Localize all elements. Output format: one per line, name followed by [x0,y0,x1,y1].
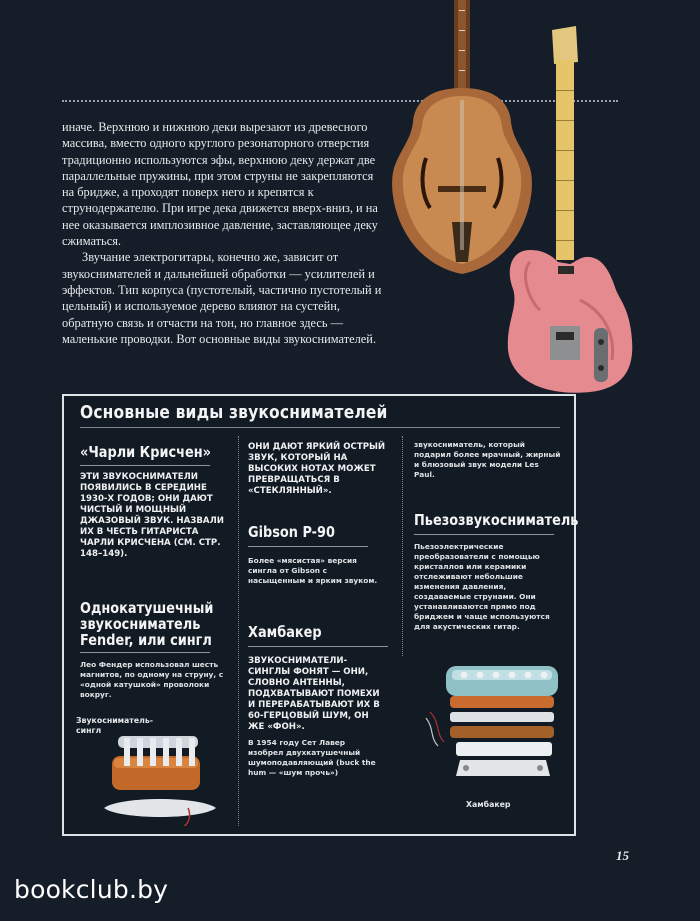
single-pickup-caption: Звукосниматель-сингл [76,716,153,735]
heading-rule [248,646,388,647]
heading-rule [80,465,210,466]
gibson-p90-text: Более «мясистая» версия сингла от Gibson с насыщенным и ярким звуком. [248,556,378,585]
humbucker-caption: Хамбакер [466,800,511,809]
page-number: 15 [616,848,629,863]
piezo-heading: Пьезозвукосниматель [414,511,579,529]
single-coil-pickup-image [100,716,220,826]
column-separator-2 [402,436,403,656]
guitars-illustration [380,0,640,400]
heading-rule [248,546,368,547]
humbucker-heading: Хамбакер [248,623,322,641]
archtop-guitar-image [392,0,532,274]
humbucker-caps-text: ЗВУКОСНИМАТЕЛИ-СИНГЛЫ ФОНЯТ — ОНИ, СЛОВНО АНТЕННЫ, ПОДХВАТЫВАЮТ ПОМЕХИ И ПЕРЕРАБАТЫВАЮТ ИХ В 60-ГЕРЦОВЫЙ ШУМ, ОН ЖЕ «ФОН». [248,656,380,732]
charlie-christian-text: ЭТИ ЗВУКОСНИМАТЕЛИ ПОЯВИЛИСЬ В СЕРЕДИНЕ 1930-Х ГОДОВ; ОНИ ДАЮТ ЧИСТЫЙ И МОЩНЫЙ ДЖАЗОВЫЙ ЗВУК. НАЗВАЛИ ИХ В ЧЕСТЬ ГИТАРИСТА ЧАРЛИ КРИСЧЕНА (СМ. СТР. 148–149). [80,472,224,559]
humbucker-pickup-image [420,658,570,790]
paragraph-2: Звучание электрогитары, конечно же, зависит от звукоснимателей и дальнейшей обработки — усилителей и эффектов. Тип корпуса (пустотелый, частично пустотелый и цельный) и используемое дерево влияют на сустейн, обратную связь и отчасти на тон, но главное здесь — маленькие проводки. Вот основные виды звукоснимателей. [62,250,382,346]
box-title-rule [80,427,560,428]
column-separator-1 [238,436,239,826]
gibson-p90-heading: Gibson P-90 [248,523,335,541]
single-tone-text: ОНИ ДАЮТ ЯРКИЙ ОСТРЫЙ ЗВУК, КОТОРЫЙ НА ВЫСОКИХ НОТАХ МОЖЕТ ПРЕВРАЩАТЬСЯ В «СТЕКЛЯННЫЙ». [248,442,386,496]
article-body [62,119,384,347]
heading-rule [80,652,210,653]
les-paul-text: звукосниматель, который подарил более мрачный, жирный и блюзовый звук модели Les Paul. [414,440,561,479]
piezo-text: Пьезоэлектрические преобразователи с помощью кристаллов или керамики отслеживают небольшие изменения давления, создаваемые струнами. Они устанавливаются прямо под бриджем и чаще используются для акустических гитар. [414,542,550,631]
fender-single-heading: Однокатушечный звукосниматель Fender, или сингл [80,599,214,649]
fender-single-text: Лео Фендер использовал шесть магнитов, по одному на струну, с «одной катушкой» проволоки вокруг. [80,660,224,699]
watermark-text: bookclub.by [14,875,169,904]
humbucker-text: В 1954 году Сет Лавер изобрел двухкатушечный шумоподавляющий (buck the hum — «шум прочь») [248,738,376,777]
paragraph-1: иначе. Верхнюю и нижнюю деки вырезают из древесного массива, вместо одного круглого резонаторного отверстия традиционно используются эфы, верхнюю деку держат две параллельные пружины, при этом струны не закрепляются на бридже, а проходят поверх него и крепятся к струнодержателю. При игре дека движется вверх-вниз, и на нее оказывается имплозивное давление, заставляющее деку сжиматься. [62,120,378,249]
box-title: Основные виды звукоснимателей [80,402,388,423]
charlie-christian-heading: «Чарли Крисчен» [80,443,212,461]
heading-rule [414,534,554,535]
